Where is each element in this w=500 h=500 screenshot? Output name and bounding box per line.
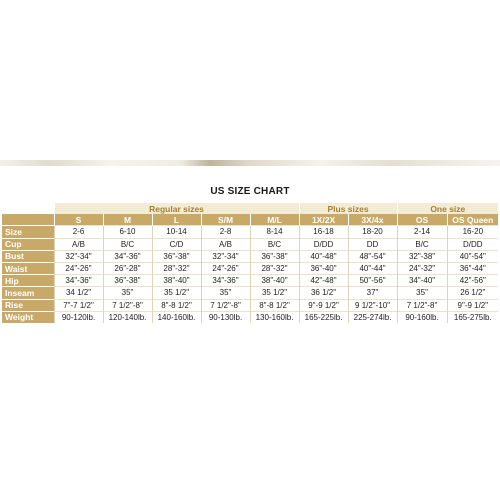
measurement-cell: 36"-38" — [250, 250, 299, 262]
row-label: Hip — [2, 275, 54, 287]
measurement-cell: 28"-32" — [250, 262, 299, 274]
size-header: S — [54, 214, 103, 226]
measurement-cell: 36"-38" — [152, 250, 201, 262]
measurement-cell: 16-18 — [299, 226, 348, 238]
group-corner — [2, 203, 54, 214]
measurement-cell: 130-160lb. — [250, 311, 299, 323]
measurement-cell: 2-6 — [54, 226, 103, 238]
measurement-cell: 2-8 — [201, 226, 250, 238]
group-header-row — [2, 203, 498, 214]
measurement-cell: 24"-26" — [201, 262, 250, 274]
measurement-row — [2, 250, 498, 262]
size-header: 1X/2X — [299, 214, 348, 226]
measurement-cell: 24"-32" — [397, 262, 447, 274]
measurement-cell: 90-160lb. — [397, 311, 447, 323]
measurement-cell: 34"-36" — [103, 250, 152, 262]
measurement-cell: DD — [348, 238, 397, 250]
size-header-row — [2, 214, 498, 226]
measurement-cell: 32"-34" — [54, 250, 103, 262]
size-header: L — [152, 214, 201, 226]
measurement-cell: A/B — [54, 238, 103, 250]
measurement-cell: B/C — [397, 238, 447, 250]
measurement-cell: 7 1/2"-8" — [201, 299, 250, 311]
measurement-cell: 7"-7 1/2" — [54, 299, 103, 311]
measurement-cell: 38"-40" — [152, 275, 201, 287]
measurement-cell: C/D — [152, 238, 201, 250]
measurement-cell: D/DD — [447, 238, 498, 250]
measurement-cell: 90-130lb. — [201, 311, 250, 323]
measurement-cell: 48"-54" — [348, 250, 397, 262]
measurement-cell: 26 1/2" — [447, 287, 498, 299]
measurement-cell: 36"-38" — [103, 275, 152, 287]
measurement-row — [2, 275, 498, 287]
size-header: M/L — [250, 214, 299, 226]
row-label: Waist — [2, 262, 54, 274]
measurement-cell: 2-14 — [397, 226, 447, 238]
group-one-size: One size — [397, 203, 498, 214]
measurement-cell: 16-20 — [447, 226, 498, 238]
measurement-cell: 40"-48" — [299, 250, 348, 262]
measurement-cell: 9"-9 1/2" — [299, 299, 348, 311]
measurement-cell: 35 1/2" — [152, 287, 201, 299]
measurement-cell: 9 1/2"-10" — [348, 299, 397, 311]
measurement-cell: 40"-54" — [447, 250, 498, 262]
decorative-strip — [0, 160, 500, 166]
size-header-corner — [2, 214, 54, 226]
measurement-cell: 34"-36" — [54, 275, 103, 287]
measurement-cell: 38"-40" — [250, 275, 299, 287]
measurement-cell: 140-160lb. — [152, 311, 201, 323]
row-label: Inseam — [2, 287, 54, 299]
size-chart-table — [2, 203, 498, 323]
measurement-cell: 10-14 — [152, 226, 201, 238]
measurement-cell: 34"-40" — [397, 275, 447, 287]
measurement-cell: 28"-32" — [152, 262, 201, 274]
measurement-cell: 35" — [397, 287, 447, 299]
measurement-cell: 8"-8 1/2" — [152, 299, 201, 311]
measurement-row — [2, 287, 498, 299]
measurement-cell: 9"-9 1/2" — [447, 299, 498, 311]
group-regular-sizes: Regular sizes — [54, 203, 299, 214]
chart-title: US SIZE CHART — [210, 186, 290, 197]
measurement-cell: 34 1/2" — [54, 287, 103, 299]
measurement-cell: B/C — [103, 238, 152, 250]
row-label: Rise — [2, 299, 54, 311]
measurement-cell: A/B — [201, 238, 250, 250]
measurement-cell: 7 1/2"-8" — [397, 299, 447, 311]
measurement-cell: 90-120lb. — [54, 311, 103, 323]
row-label: Weight — [2, 311, 54, 323]
size-header: OS — [397, 214, 447, 226]
measurement-cell: 18-20 — [348, 226, 397, 238]
measurement-cell: 24"-26" — [54, 262, 103, 274]
measurement-cell: 7 1/2"-8" — [103, 299, 152, 311]
measurement-cell: D/DD — [299, 238, 348, 250]
measurement-cell: 32"-38" — [397, 250, 447, 262]
measurement-row — [2, 262, 498, 274]
measurement-cell: 8"-8 1/2" — [250, 299, 299, 311]
size-header: 3X/4x — [348, 214, 397, 226]
size-chart-body — [2, 226, 498, 323]
measurement-cell: 6-10 — [103, 226, 152, 238]
measurement-cell: 42"-56" — [447, 275, 498, 287]
measurement-cell: 26"-28" — [103, 262, 152, 274]
measurement-cell: 40"-44" — [348, 262, 397, 274]
measurement-cell: 35 1/2" — [250, 287, 299, 299]
group-plus-sizes: Plus sizes — [299, 203, 397, 214]
measurement-cell: 225-274lb. — [348, 311, 397, 323]
measurement-cell: 165-225lb. — [299, 311, 348, 323]
measurement-cell: 50"-56" — [348, 275, 397, 287]
measurement-cell: 35" — [103, 287, 152, 299]
size-header: OS Queen — [447, 214, 498, 226]
size-header: M — [103, 214, 152, 226]
measurement-cell: 37" — [348, 287, 397, 299]
row-label: Cup — [2, 238, 54, 250]
measurement-cell: B/C — [250, 238, 299, 250]
measurement-cell: 34"-36" — [201, 275, 250, 287]
measurement-row — [2, 311, 498, 323]
measurement-cell: 8-14 — [250, 226, 299, 238]
row-label: Bust — [2, 250, 54, 262]
size-header: S/M — [201, 214, 250, 226]
measurement-cell: 36"-40" — [299, 262, 348, 274]
measurement-cell: 32"-34" — [201, 250, 250, 262]
measurement-cell: 165-275lb. — [447, 311, 498, 323]
measurement-cell: 42"-48" — [299, 275, 348, 287]
measurement-row — [2, 238, 498, 250]
measurement-row — [2, 226, 498, 238]
measurement-row — [2, 299, 498, 311]
measurement-cell: 36"-44" — [447, 262, 498, 274]
measurement-cell: 120-140lb. — [103, 311, 152, 323]
row-label: Size — [2, 226, 54, 238]
measurement-cell: 35" — [201, 287, 250, 299]
measurement-cell: 36 1/2" — [299, 287, 348, 299]
